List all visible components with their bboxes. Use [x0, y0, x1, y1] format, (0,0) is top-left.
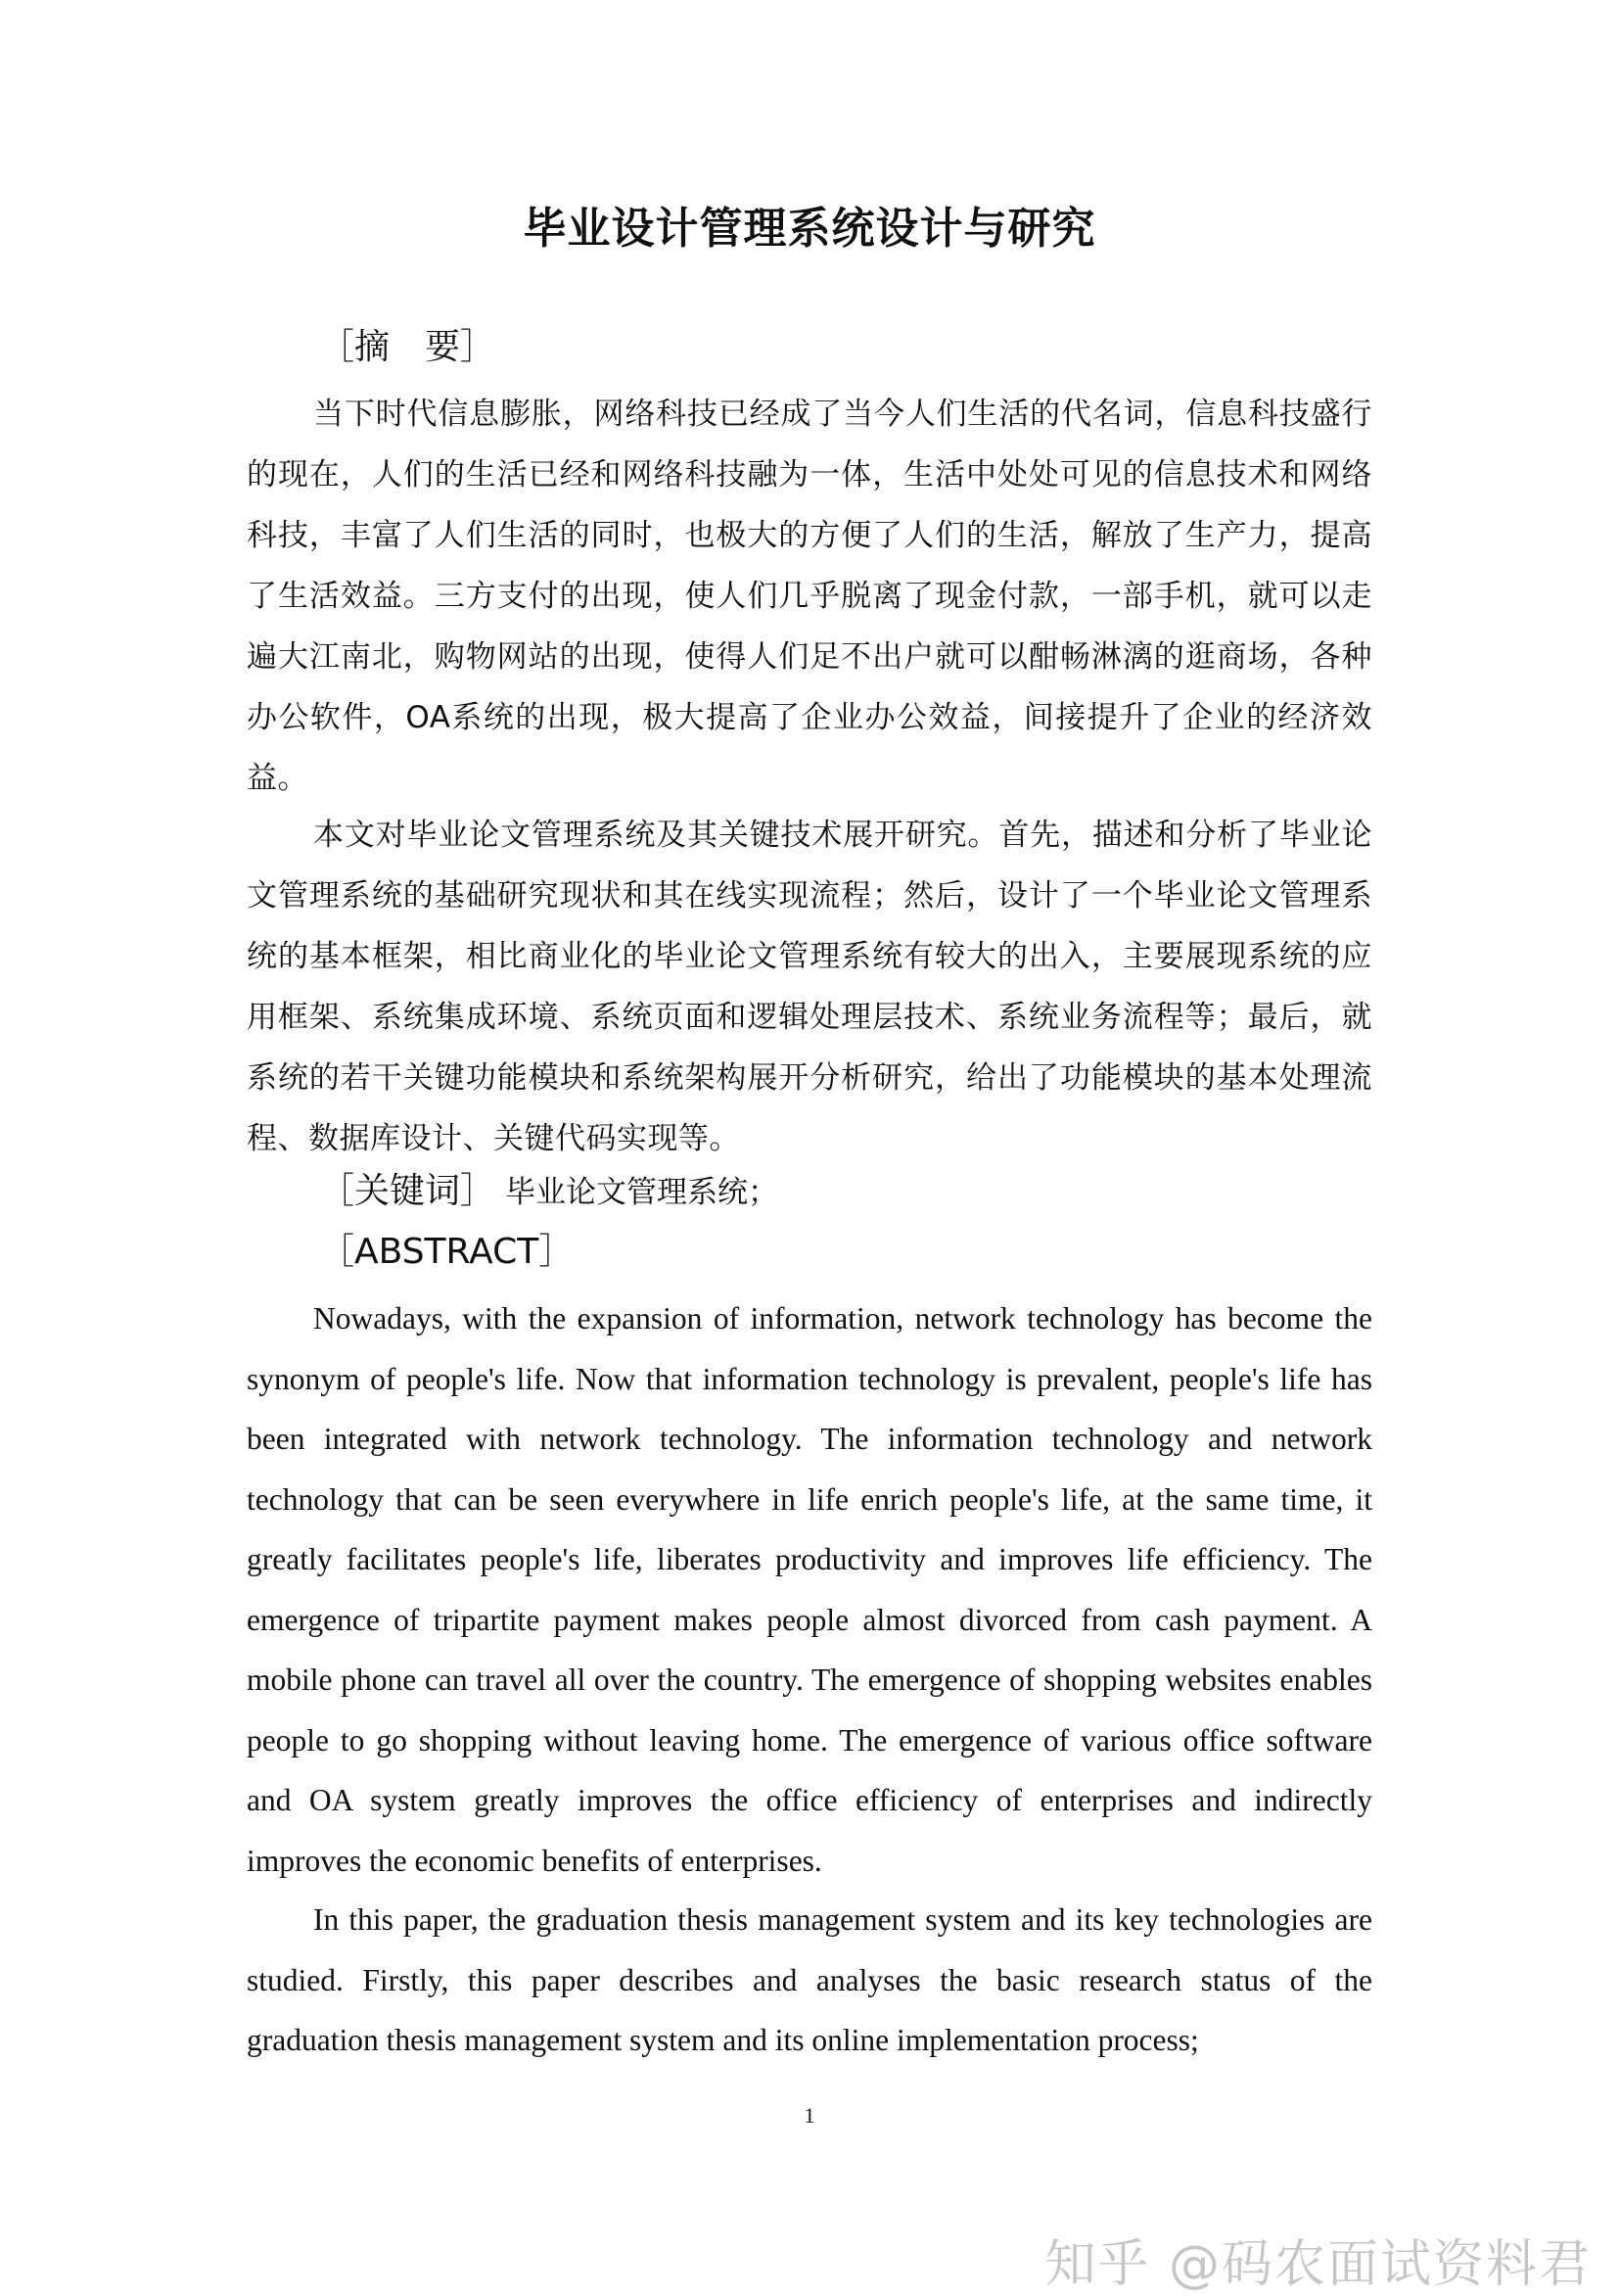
keywords-label: ［关键词］ [319, 1171, 496, 1211]
page-title: 毕业设计管理系统设计与研究 [523, 204, 1096, 254]
keywords-value: 毕业论文管理系统； [505, 1175, 779, 1210]
english-abstract-heading: ［ABSTRACT］ [319, 1232, 575, 1272]
keywords-line [319, 1167, 778, 1216]
english-paragraph-2: In this paper, the graduation thesis management system and its key technologies are studied. Firstly, this paper describes and analyses the basic research status of the graduation thesis management system and its online implementation process; [247, 1902, 1372, 2057]
english-paragraph-1: Nowadays, with the expansion of information, network technology has become the synonym of people's life. Now that information technology is prevalent, people's life has been integrated with network technology. The information technology and network technology that can be seen everywhere in life enrich people's life, at the same time, it greatly facilitates people's life, liberates productivity and improves life efficiency. The emergence of tripartite payment makes people almost divorced from cash payment. A mobile phone can travel all over the country. The emergence of shopping websites enables people to go shopping without leaving home. The emergence of various office software and OA system greatly improves the office efficiency of enterprises and indirectly improves the economic benefits of enterprises. [247, 1301, 1372, 1878]
page-number: 1 [804, 2103, 815, 2128]
abstract-paragraph-2: 本文对毕业论文管理系统及其关键技术展开研究。首先，描述和分析了毕业论文管理系统的基础研究现状和其在线实现流程；然后，设计了一个毕业论文管理系统的基本框架，相比商业化的毕业论文管理系统有较大的出入，主要展现系统的应用框架、系统集成环境、系统页面和逻辑处理层技术、系统业务流程等；最后，就系统的若干关键功能模块和系统架构展开分析研究，给出了功能模块的基本处理流程、数据库设计、关键代码实现等。 [247, 818, 1372, 1156]
abstract-paragraph-1: 当下时代信息膨胀，网络科技已经成了当今人们生活的代名词，信息科技盛行的现在，人们的生活已经和网络科技融为一体，生活中处处可见的信息技术和网络科技，丰富了人们生活的同时，也极大的方便了人们的生活，解放了生产力，提高了生活效益。三方支付的出现，使人们几乎脱离了现金付款，一部手机，就可以走遍大江南北，购物网站的出现，使得人们足不出户就可以酣畅淋漓的逛商场，各种办公软件，OA系统的出现，极大提高了企业办公效益，间接提升了企业的经济效益。 [247, 397, 1372, 796]
watermark-text: 知乎 @码农面试资料君 [1044, 2235, 1592, 2294]
abstract-heading: ［摘 要］ [319, 327, 496, 367]
